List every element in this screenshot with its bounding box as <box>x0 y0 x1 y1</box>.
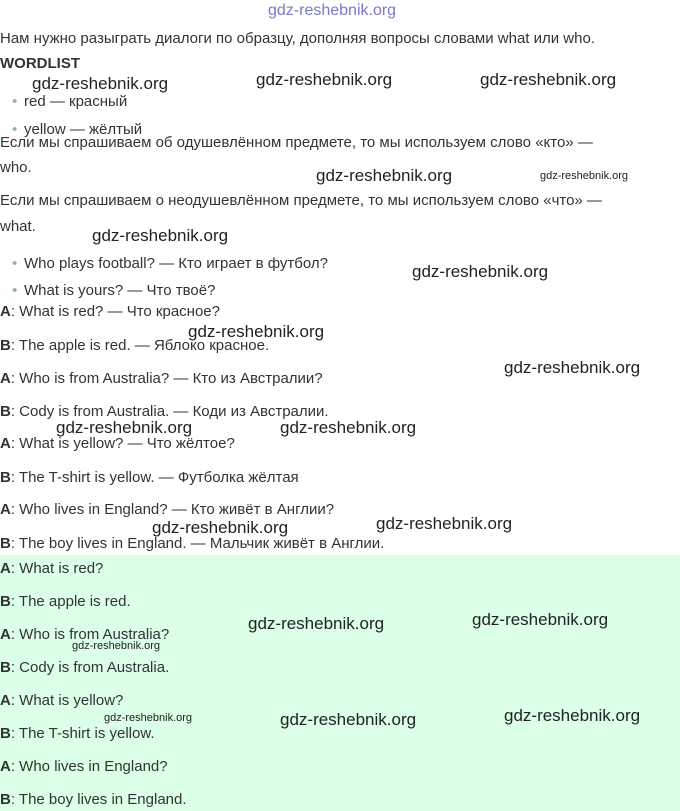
wordlist-item: • yellow — жёлтый <box>0 120 142 128</box>
watermark: gdz-reshebnik.org <box>92 226 229 245</box>
speaker-label: B <box>0 725 11 742</box>
watermark: gdz-reshebnik.org <box>540 170 629 182</box>
speaker-label: B <box>0 791 11 808</box>
explanation-animate-cont: who. <box>0 159 32 176</box>
dialogue-text: : The apple is red. — Яблоко красное. <box>10 337 270 354</box>
watermark: gdz-reshebnik.org <box>104 712 193 724</box>
intro-text: Нам нужно разыграть диалоги по образцу, дополняя вопросы словами what или who. <box>0 30 595 47</box>
speaker-label: A <box>0 758 11 775</box>
dialogue-text: : Cody is from Australia. — Коди из Австралии. <box>10 403 329 420</box>
answer-text: : Who is from Australia? <box>10 626 170 643</box>
answer-text: : The T-shirt is yellow. <box>10 725 155 742</box>
explanation-animate: Если мы спрашиваем об одушевлённом предмете, то мы используем слово «кто» — <box>0 134 593 151</box>
dialogue-line <box>0 302 220 322</box>
speaker-label: B <box>0 593 11 610</box>
explanation-inanimate-cont: what. <box>0 218 36 235</box>
watermark: gdz-reshebnik.org <box>316 166 453 185</box>
dialogue-line <box>0 369 323 389</box>
watermark: gdz-reshebnik.org <box>472 610 609 629</box>
dialogue-text: : The T-shirt is yellow. — Футболка жёлтая <box>10 469 299 486</box>
answer-line <box>0 790 187 810</box>
dialogue-line <box>0 468 299 488</box>
watermark: gdz-reshebnik.org <box>280 418 417 437</box>
answer-text: : Who lives in England? <box>10 758 168 775</box>
site-title[interactable]: gdz-reshebnik.org <box>268 2 397 19</box>
answer-text: : What is yellow? <box>10 692 124 709</box>
dialogue-text: : What is red? — Что красное? <box>10 303 220 320</box>
watermark: gdz-reshebnik.org <box>72 640 161 652</box>
wordlist-heading: WORDLIST <box>0 55 80 72</box>
answer-text: : Cody is from Australia. <box>10 659 170 676</box>
speaker-label: B <box>0 337 11 354</box>
speaker-label: A <box>0 692 11 709</box>
watermark: gdz-reshebnik.org <box>32 74 169 93</box>
speaker-label: B <box>0 469 11 486</box>
watermark: gdz-reshebnik.org <box>188 322 325 341</box>
watermark: gdz-reshebnik.org <box>56 418 193 437</box>
watermark: gdz-reshebnik.org <box>412 262 549 281</box>
dialogue-line <box>0 500 334 520</box>
answer-line <box>0 658 169 678</box>
speaker-label: A <box>0 435 11 452</box>
answer-text: : The boy lives in England. <box>10 791 187 808</box>
dialogue-text: : Who is from Australia? — Кто из Австралии? <box>10 370 323 387</box>
wordlist-item: • red — красный <box>0 92 127 112</box>
dialogue-text: : The boy lives in England. — Мальчик живёт в Англии. <box>10 535 385 552</box>
speaker-label: A <box>0 303 11 320</box>
speaker-label: B <box>0 535 11 552</box>
watermark: gdz-reshebnik.org <box>280 710 417 729</box>
explanation-inanimate: Если мы спрашиваем о неодушевлённом предмете, то мы используем слово «что» — <box>0 192 602 209</box>
dialogue-text: : What is yellow? — Что жёлтое? <box>10 435 235 452</box>
speaker-label: A <box>0 501 11 518</box>
answer-text: : The apple is red. <box>10 593 131 610</box>
watermark: gdz-reshebnik.org <box>480 70 617 89</box>
speaker-label: A <box>0 560 11 577</box>
answer-line <box>0 757 168 777</box>
watermark: gdz-reshebnik.org <box>256 70 393 89</box>
watermark: gdz-reshebnik.org <box>152 518 289 537</box>
speaker-label: B <box>0 403 11 420</box>
answer-text: : What is red? <box>10 560 104 577</box>
watermark: gdz-reshebnik.org <box>504 706 641 725</box>
answer-box <box>0 555 680 811</box>
watermark: gdz-reshebnik.org <box>248 614 385 633</box>
speaker-label: A <box>0 370 11 387</box>
speaker-label: B <box>0 659 11 676</box>
speaker-label: A <box>0 626 11 643</box>
watermark: gdz-reshebnik.org <box>376 514 513 533</box>
example-item: • What is yours? — Что твоё? <box>0 281 215 301</box>
answer-line <box>0 592 131 612</box>
dialogue-text: : Who lives in England? — Кто живёт в Англии? <box>10 501 335 518</box>
example-item: • Who plays football? — Кто играет в футбол? <box>0 254 328 274</box>
answer-line <box>0 559 103 579</box>
watermark: gdz-reshebnik.org <box>504 358 641 377</box>
